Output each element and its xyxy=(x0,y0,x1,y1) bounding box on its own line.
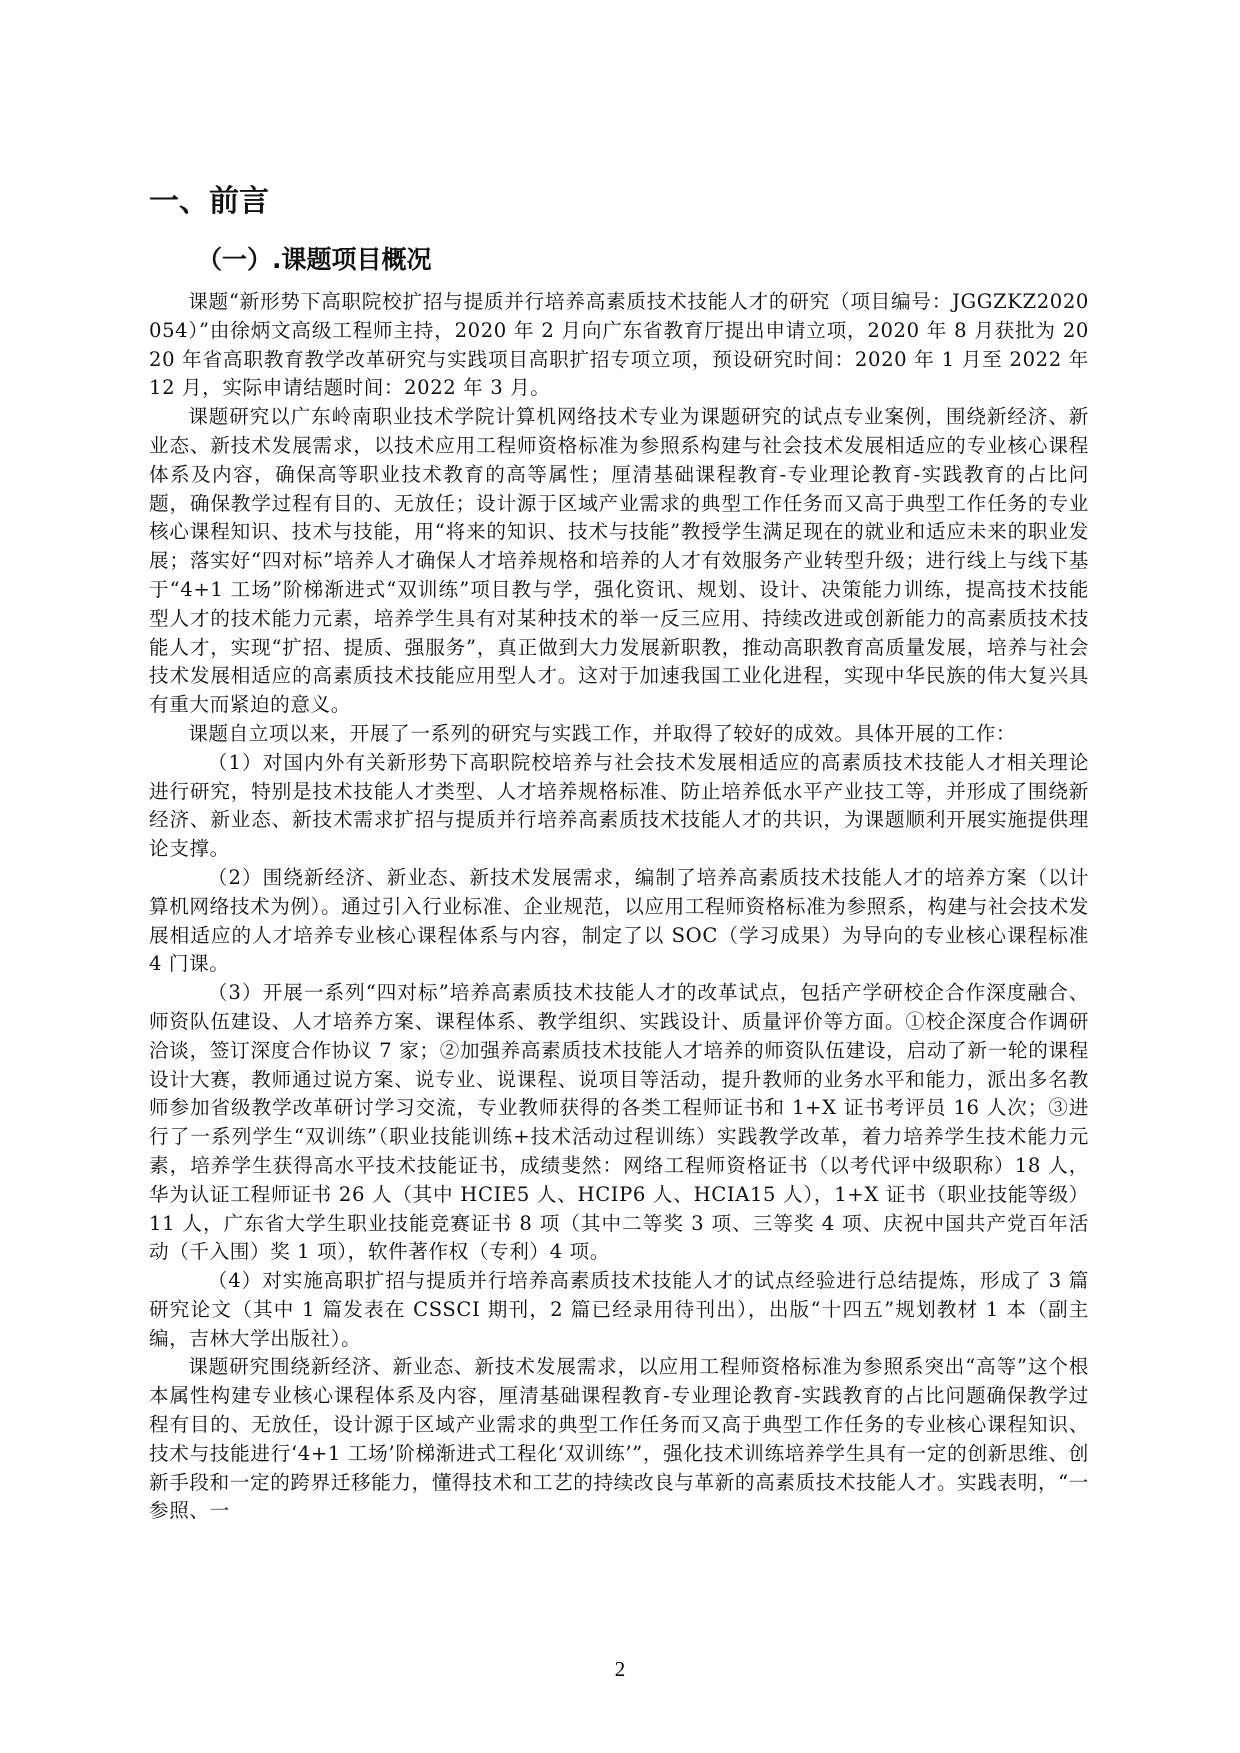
paragraph-work-intro: 课题自立项以来，开展了一系列的研究与实践工作，并取得了较好的成效。具体开展的工作： xyxy=(188,721,1017,745)
list-item-1: （1）对国内外有关新形势下高职院校培养与社会技术发展相适应的高素质技术技能人才相关理论进行研究，特别是技术技能人才类型、人才培养规格标准、防止培养低水平产业技工等，并形成了围绕新经济、新业态、新技术需求扩招与提质并行培养高素质技术技能人才的共识，为课题顺利开展实施提供理论支撑。 xyxy=(149,750,1089,861)
list-item-4: （4）对实施高职扩招与提质并行培养高素质技术技能人才的试点经验进行总结提炼，形成了 3 篇研究论文（其中 1 篇发表在 CSSCI 期刊，2 篇已经录用待刊出），出版“十四五”规划教材 1 本（副主编，吉林大学出版社）。 xyxy=(149,1269,1089,1350)
section-heading: 一、前言 xyxy=(149,184,269,219)
list-item-3: （3）开展一系列“四对标”培养高素质技术技能人才的改革试点，包括产学研校企合作深度融合、师资队伍建设、人才培养方案、课程体系、教学组织、实践设计、质量评价等方面。①校企深度合作调研洽谈，签订深度合作协议 7 家；②加强养高素质技术技能人才培养的师资队伍建设，启动了新一轮的课程设计大赛，教师通过说方案、说专业、说课程、说项目等活动，提升教师的业务水平和能力，派出多名教师参加省级教学改革研讨学习交流，专业教师获得的各类工程师证书和 1+X 证书考评员 16 人次；③进行了一系列学生“双训练”（职业技能训练+技术活动过程训练）实践教学改革，着力培养学生技术能力元素，培养学生获得高水平技术技能证书，成绩斐然：网络工程师资格证书（以考代评中级职称）18 人，华为认证工程师证书 26 人（其中 HCIE5 人、HCIP6 人、HCIA15 人），1+X 证书（职业技能等级）11 人，广东省大学生职业技能竞赛证书 8 项（其中二等奖 3 项、三等奖 4 项、庆祝中国共产党百年活动（千入围）奖 1 项），软件著作权（专利）4 项。 xyxy=(149,981,1089,1264)
paragraph-closing: 课题研究围绕新经济、新业态、新技术发展需求，以应用工程师资格标准为参照系突出“高等”这个根本属性构建专业核心课程体系及内容，厘清基础课程教育-专业理论教育-实践教育的占比问题确保教学过程有目的、无放任，设计源于区域产业需求的典型工作任务而又高于典型工作任务的专业核心课程知识、技术与技能进行‘4+1 工场’阶梯渐进式工程化‘双训练’”，强化技术训练培养学生具有一定的创新思维、创新手段和一定的跨界迁移能力，懂得技术和工艺的持续改良与革新的高素质技术技能人才。实践表明，“一参照、一 xyxy=(149,1355,1089,1523)
paragraph-project-overview: 课题“新形势下高职院校扩招与提质并行培养高素质技术技能人才的研究（项目编号：JGGZKZ2020054）”由徐炳文高级工程师主持，2020 年 2 月向广东省教育厅提出申请立项，2020 年 8 月获批为 2020 年省高职教育教学改革研究与实践项目高职扩招专项立项，预设研究时间：2020 年 1 月至 2022 年 12 月，实际申请结题时间：2022 年 3 月。 xyxy=(149,290,1089,400)
paragraph-research-content: 课题研究以广东岭南职业技术学院计算机网络技术专业为课题研究的试点专业案例，围绕新经济、新业态、新技术发展需求，以技术应用工程师资格标准为参照系构建与社会技术发展相适应的专业核心课程体系及内容，确保高等职业技术教育的高等属性；厘清基础课程教育-专业理论教育-实践教育的占比问题，确保教学过程有目的、无放任；设计源于区域产业需求的典型工作任务而又高于典型工作任务的专业核心课程知识、技术与技能，用“将来的知识、技术与技能”教授学生满足现在的就业和适应未来的职业发展；落实好“四对标”培养人才确保人才培养规格和培养的人才有效服务产业转型升级；进行线上与线下基于“4+1 工场”阶梯渐进式“双训练”项目教与学，强化资讯、规划、设计、决策能力训练，提高技术技能型人才的技术能力元素，培养学生具有对某种技术的举一反三应用、持续改进或创新能力的高素质技术技能人才，实现“扩招、提质、强服务”，真正做到大力发展新职教，推动高职教育高质量发展，培养与社会技术发展相适应的高素质技术技能应用型人才。这对于加速我国工业化进程，实现中华民族的伟大复兴具有重大而紧迫的意义。 xyxy=(149,405,1089,717)
body-text xyxy=(149,288,1089,1526)
page-number: 2 xyxy=(614,1657,626,1681)
list-item-2: （2）围绕新经济、新业态、新技术发展需求，编制了培养高素质技术技能人才的培养方案（以计算机网络技术为例）。通过引入行业标准、企业规范，以应用工程师资格标准为参照系，构建与社会技术发展相适应的人才培养专业核心课程体系与内容，制定了以 SOC（学习成果）为导向的专业核心课程标准 4 门课。 xyxy=(149,865,1089,976)
subsection-heading: （一）.课题项目概况 xyxy=(197,245,432,274)
